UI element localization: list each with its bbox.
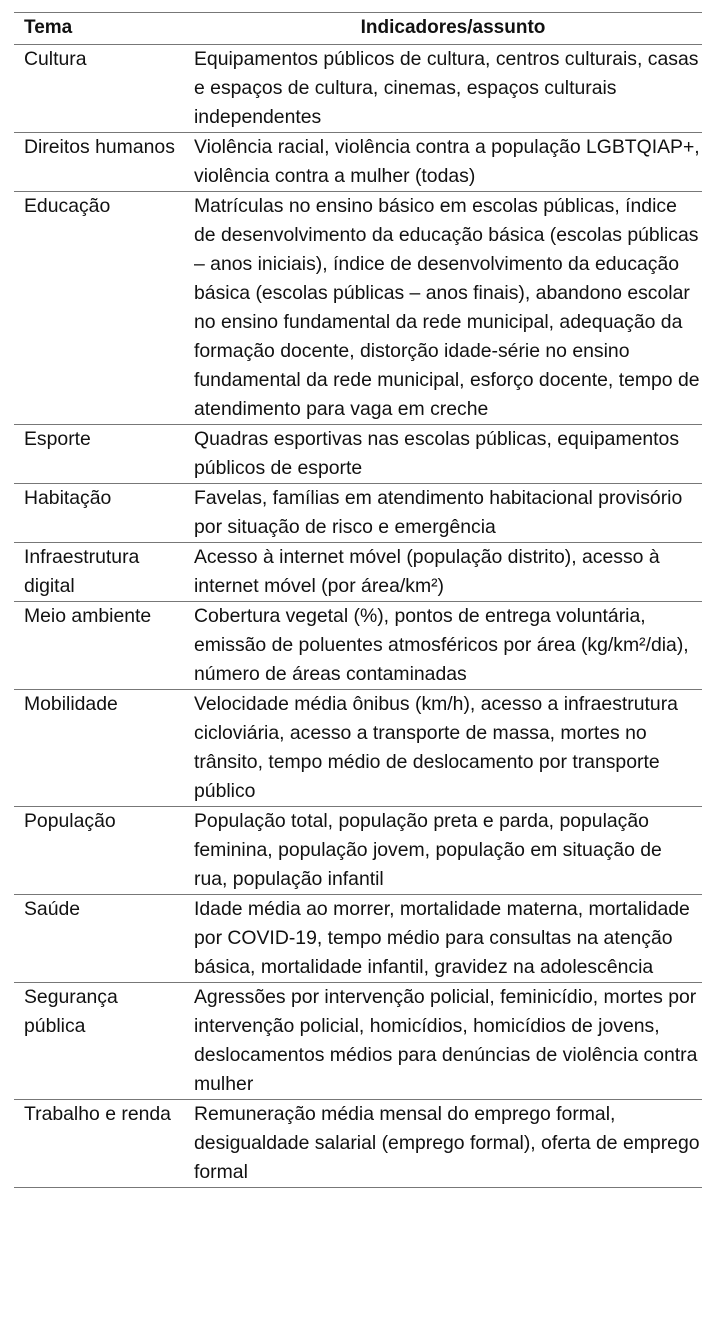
- row-indicadores: Equipamentos públicos de cultura, centros culturais, casas e espaços de cultura, cinemas, espaços culturais independentes: [194, 48, 699, 128]
- row-tema: Infraestrutura digital: [24, 546, 140, 597]
- row-indicadores: Matrículas no ensino básico em escolas públicas, índice de desenvolvimento da educação básica (escolas públicas – anos iniciais), índice de desenvolvimento da educação básica (escolas públicas – anos finais), abandono escolar no ensino fundamental da rede municipal, adequação da formação docente, distorção idade-série no ensino fundamental da rede municipal, esforço docente, tempo de atendimento para vaga em creche: [194, 195, 700, 420]
- table-header-row: [14, 13, 702, 45]
- table-row: [14, 807, 702, 895]
- header-tema: Tema: [24, 17, 73, 38]
- table-row: [14, 1100, 702, 1188]
- table-row: [14, 45, 702, 133]
- row-tema: Saúde: [24, 898, 81, 920]
- row-indicadores: Quadras esportivas nas escolas públicas, equipamentos públicos de esporte: [194, 428, 680, 479]
- row-tema: Segurança pública: [24, 986, 118, 1037]
- indicators-table-container: [14, 12, 702, 1188]
- table-row: [14, 133, 702, 192]
- table-row: [14, 484, 702, 543]
- indicators-table: [14, 12, 702, 1188]
- table-row: [14, 895, 702, 983]
- row-tema: Cultura: [24, 48, 87, 70]
- table-row: [14, 983, 702, 1100]
- row-indicadores: Agressões por intervenção policial, feminicídio, mortes por intervenção policial, homicídios, homicídios de jovens, deslocamentos médios para denúncias de violência contra mulher: [194, 986, 698, 1095]
- table-row: [14, 192, 702, 425]
- table-row: [14, 543, 702, 602]
- row-tema: Mobilidade: [24, 693, 118, 715]
- row-indicadores: Idade média ao morrer, mortalidade materna, mortalidade por COVID-19, tempo médio para consultas na atenção básica, mortalidade infantil, gravidez na adolescência: [194, 898, 690, 978]
- row-tema: Trabalho e renda: [24, 1103, 171, 1125]
- table-row: [14, 690, 702, 807]
- row-tema: Direitos humanos: [24, 136, 175, 158]
- header-indicadores: Indicadores/assunto: [360, 17, 546, 38]
- row-indicadores: População total, população preta e parda, população feminina, população jovem, população em situação de rua, população infantil: [194, 810, 662, 890]
- row-indicadores: Velocidade média ônibus (km/h), acesso a infraestrutura cicloviária, acesso a transporte de massa, mortes no trânsito, tempo médio de deslocamento por transporte público: [194, 693, 678, 802]
- row-indicadores: Violência racial, violência contra a população LGBTQIAP+, violência contra a mulher (todas): [194, 136, 700, 187]
- table-row: [14, 425, 702, 484]
- row-indicadores: Remuneração média mensal do emprego formal, desigualdade salarial (emprego formal), oferta de emprego formal: [194, 1103, 700, 1183]
- row-indicadores: Favelas, famílias em atendimento habitacional provisório por situação de risco e emergência: [194, 487, 683, 538]
- row-tema: Esporte: [24, 428, 91, 450]
- row-indicadores: Acesso à internet móvel (população distrito), acesso à internet móvel (por área/km²): [194, 546, 660, 597]
- row-tema: Educação: [24, 195, 111, 217]
- row-indicadores: Cobertura vegetal (%), pontos de entrega voluntária, emissão de poluentes atmosféricos por área (kg/km²/dia), número de áreas contaminadas: [194, 605, 689, 685]
- row-tema: Habitação: [24, 487, 112, 509]
- table-row: [14, 602, 702, 690]
- row-tema: Meio ambiente: [24, 605, 152, 627]
- row-tema: População: [24, 810, 116, 832]
